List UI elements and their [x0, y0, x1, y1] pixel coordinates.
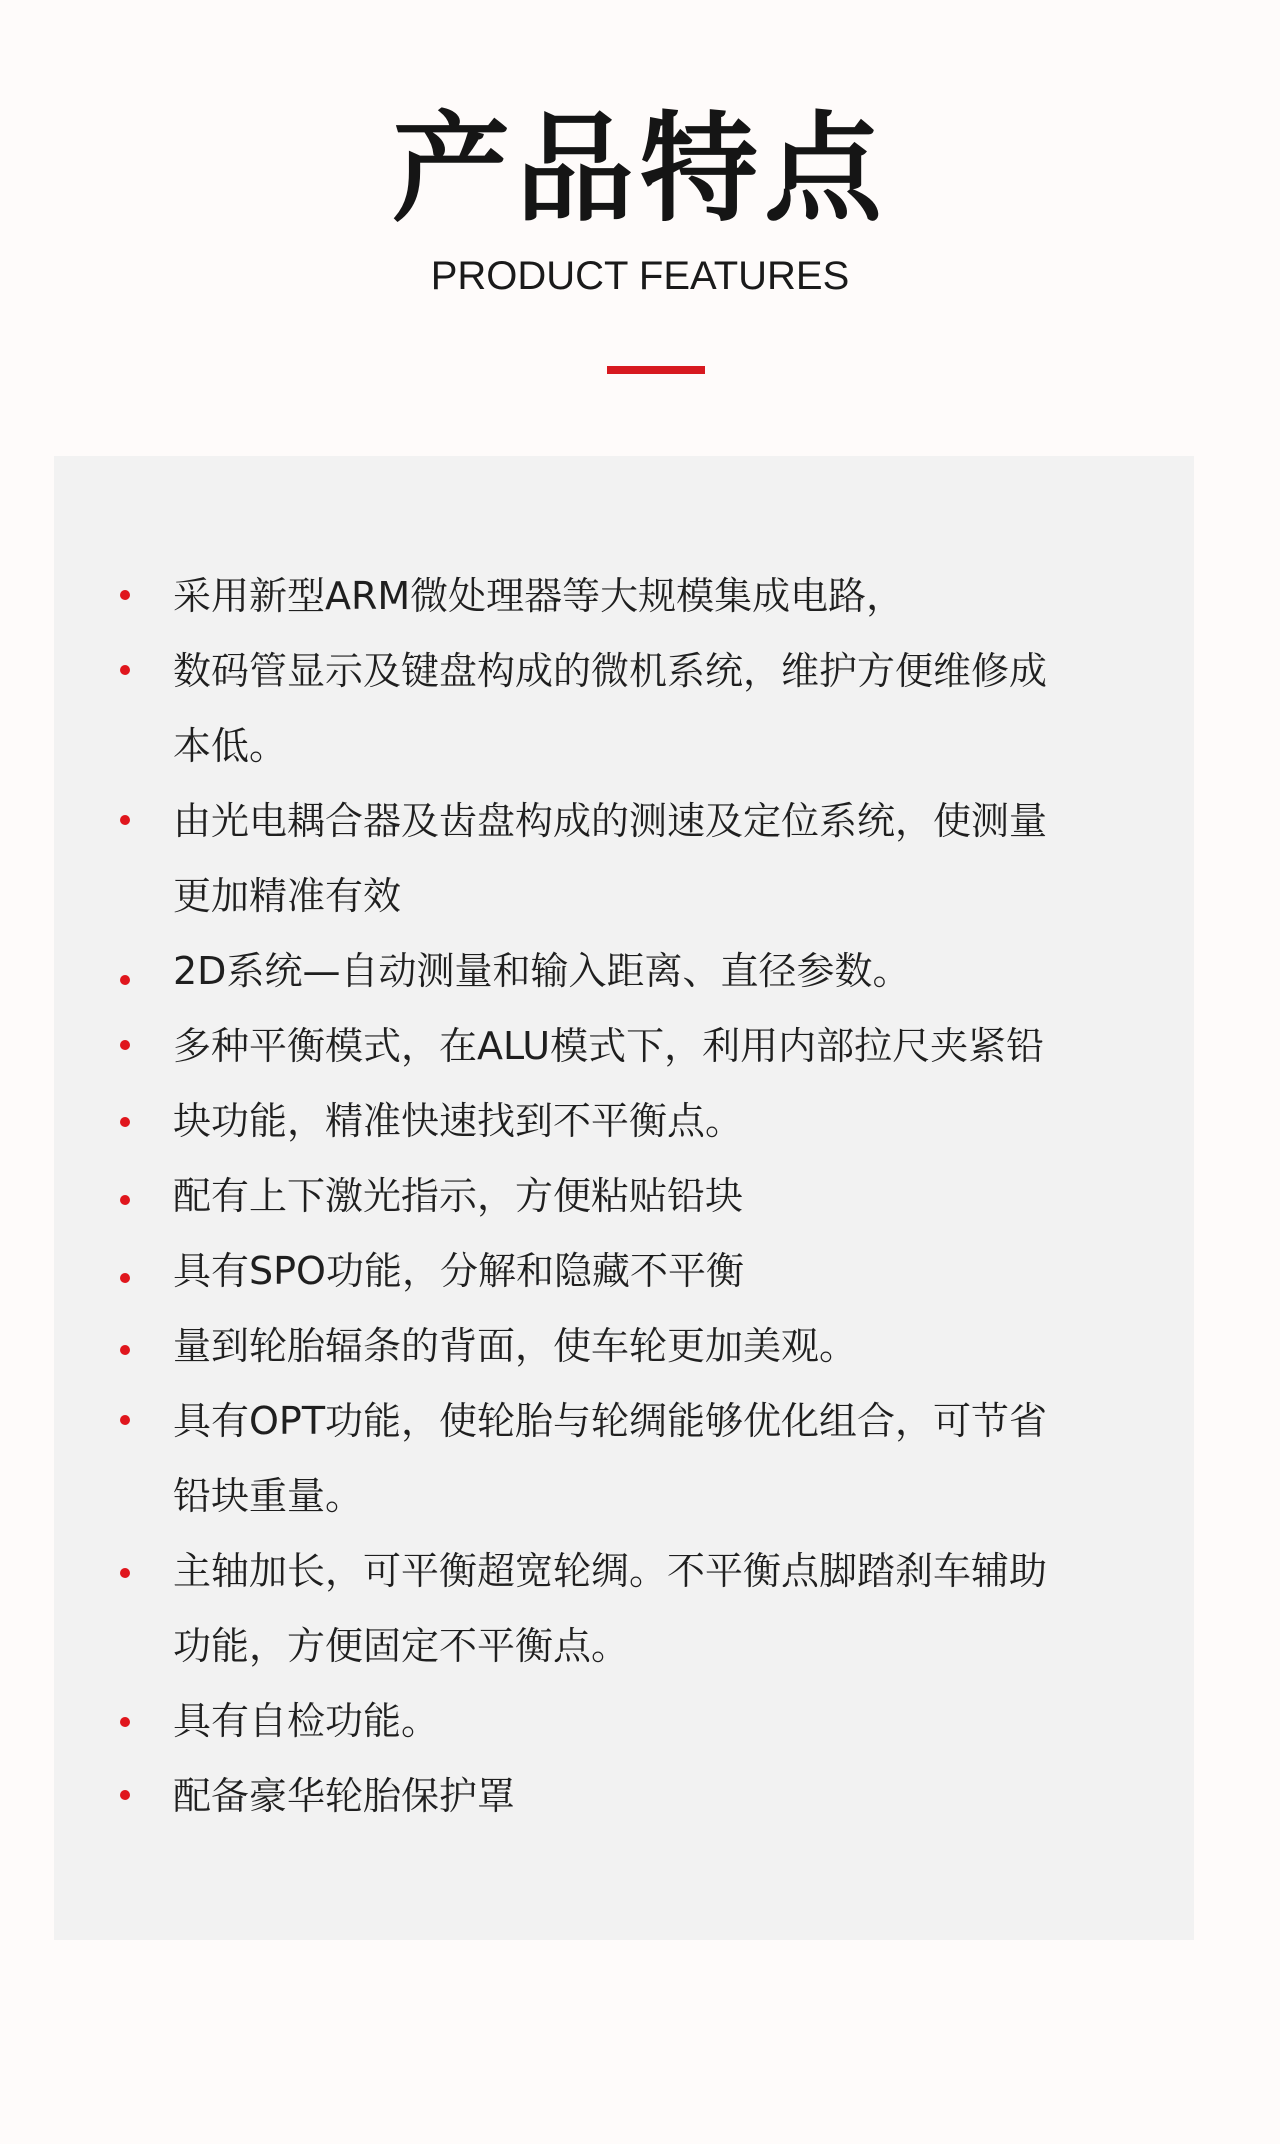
bullet-dot [120, 1415, 130, 1425]
feature-line: 功能，方便固定不平衡点。 [173, 1624, 630, 1668]
page-title: 产品特点 [391, 100, 888, 238]
feature-line: 配有上下激光指示，方便粘贴铅块 [173, 1174, 744, 1218]
bullet-dot [120, 1117, 130, 1127]
feature-line: 2D系统—自动测量和输入距离、直径参数。 [173, 949, 911, 993]
feature-line: 采用新型ARM微处理器等大规模集成电路， [173, 574, 905, 618]
feature-line: 本低。 [173, 724, 288, 768]
bullet-dot [120, 1345, 130, 1355]
bullet-dot [120, 1040, 130, 1050]
bullet-dot [120, 1273, 130, 1283]
page-subtitle: PRODUCT FEATURES [430, 254, 850, 298]
feature-line: 更加精准有效 [173, 874, 402, 918]
feature-line: 具有OPT功能，使轮胎与轮绸能够优化组合，可节省 [173, 1399, 1048, 1443]
title-divider [607, 366, 705, 374]
feature-line: 配备豪华轮胎保护罩 [173, 1774, 516, 1818]
feature-line: 多种平衡模式，在ALU模式下，利用内部拉尺夹紧铅 [173, 1024, 1045, 1068]
bullet-dot [120, 815, 130, 825]
feature-line: 具有自检功能。 [173, 1699, 440, 1743]
feature-line: 数码管显示及键盘构成的微机系统，维护方便维修成 [173, 649, 1048, 693]
feature-line: 主轴加长，可平衡超宽轮绸。不平衡点脚踏刹车辅助 [173, 1549, 1048, 1593]
feature-line: 铅块重量。 [173, 1474, 364, 1518]
bullet-dot [120, 1568, 130, 1578]
feature-line: 具有SPO功能，分解和隐藏不平衡 [173, 1249, 744, 1293]
feature-line: 量到轮胎辐条的背面，使车轮更加美观。 [173, 1324, 858, 1368]
bullet-dot [120, 1717, 130, 1727]
bullet-dot [120, 1195, 130, 1205]
bullet-dot [120, 665, 130, 675]
bullet-dot [120, 975, 130, 985]
bullet-dot [120, 590, 130, 600]
feature-line: 块功能，精准快速找到不平衡点。 [173, 1099, 744, 1143]
bullet-dot [120, 1790, 130, 1800]
feature-line: 由光电耦合器及齿盘构成的测速及定位系统，使测量 [173, 799, 1048, 843]
